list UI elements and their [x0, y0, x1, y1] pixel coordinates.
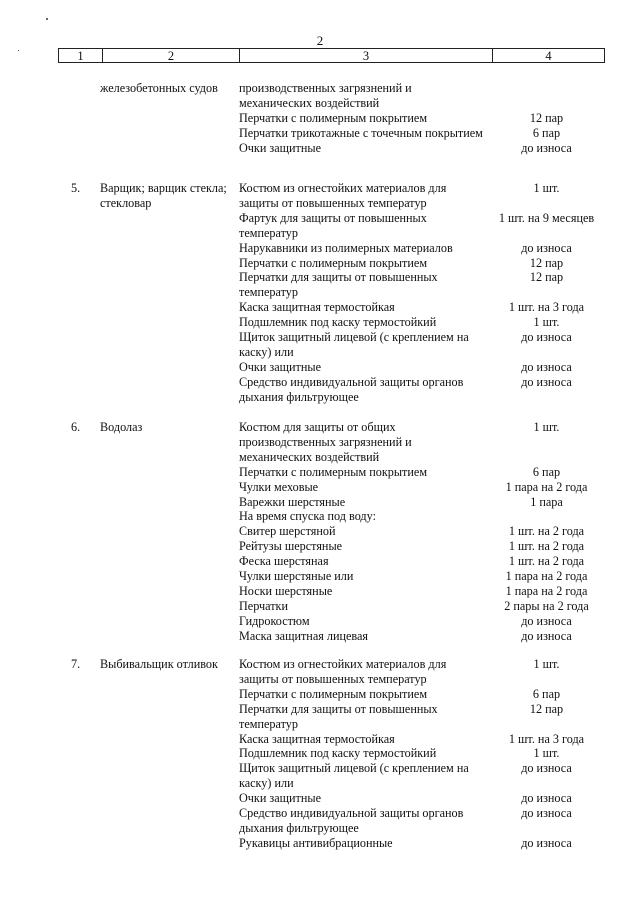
ppe-item-row — [239, 791, 609, 806]
ppe-item-name: Гидрокостюм — [239, 613, 310, 628]
ppe-item-row — [239, 539, 609, 554]
ppe-item-quantity: до износа — [521, 791, 572, 806]
ppe-item-quantity: до износа — [521, 374, 572, 389]
ppe-item-quantity: 1 пара на 2 года — [505, 569, 588, 584]
ppe-item-name: Чулки меховые — [239, 479, 319, 494]
ppe-item-row — [239, 256, 609, 271]
ppe-item-row — [239, 584, 609, 599]
ppe-item-quantity: 12 пар — [529, 255, 564, 270]
ppe-item-row — [239, 569, 609, 584]
column-header-row — [58, 48, 605, 63]
ppe-item-row — [239, 465, 609, 480]
ppe-item-quantity: 1 пара на 2 года — [505, 583, 588, 598]
ppe-item-row — [239, 375, 609, 405]
ppe-item-name: Перчатки — [239, 598, 288, 613]
ppe-item-row — [239, 141, 609, 156]
ppe-item-list — [239, 181, 609, 405]
ppe-item-name: Каска защитная термостойкая — [239, 731, 395, 746]
ppe-item-name: Костюм из огнестойких материалов для защиты от повышенных температур — [239, 657, 447, 686]
ppe-item-name: Подшлемник под каску термостойкий — [239, 746, 437, 761]
ppe-item-quantity: 1 шт. — [533, 181, 560, 195]
ppe-item-name: Очки защитные — [239, 359, 321, 374]
ppe-item-quantity: до износа — [521, 835, 572, 850]
ppe-item-row — [239, 509, 609, 524]
ppe-item-name: Очки защитные — [239, 140, 321, 155]
ppe-item-row — [239, 330, 609, 360]
ppe-item-name: Свитер шерстяной — [239, 524, 336, 539]
ppe-item-list — [239, 81, 609, 156]
ppe-item-row — [239, 126, 609, 141]
ppe-item-quantity — [484, 509, 609, 524]
ppe-item-row — [239, 211, 609, 241]
ppe-item-quantity: до износа — [521, 806, 572, 821]
ppe-item-row — [239, 300, 609, 315]
ppe-item-name: Маска защитная лицевая — [239, 628, 369, 643]
ppe-item-row — [239, 761, 609, 791]
ppe-item-quantity: 1 шт. на 2 года — [508, 554, 585, 569]
ppe-item-name: Носки шерстяные — [239, 583, 333, 598]
ppe-item-row — [239, 629, 609, 644]
ppe-item-row — [239, 270, 609, 300]
ppe-item-name: На время спуска под воду: — [239, 509, 376, 524]
ppe-item-quantity: 2 пары на 2 года — [504, 598, 589, 613]
ppe-item-quantity: до износа — [521, 240, 572, 255]
ppe-item-name: Перчатки с полимерным покрытием — [239, 686, 428, 701]
occupation-name: Выбивальщик отливок — [100, 657, 218, 671]
ppe-item-row — [239, 657, 609, 687]
occupation-name: Водолаз — [100, 420, 143, 434]
ppe-item-quantity: 12 пар — [529, 701, 564, 716]
scan-speck — [46, 18, 48, 20]
ppe-item-row — [239, 524, 609, 539]
ppe-item-row — [239, 315, 609, 330]
ppe-item-quantity: до износа — [521, 761, 572, 776]
ppe-item-name: Рейтузы шерстяные — [239, 539, 343, 554]
column-header-1: 1 — [59, 49, 103, 62]
ppe-item-name: Рукавицы антивибрационные — [239, 835, 393, 850]
row-number: 5. — [71, 181, 81, 195]
ppe-item-quantity: 6 пар — [532, 125, 561, 140]
ppe-item-name: Перчатки для защиты от повышенных температур — [239, 270, 438, 300]
ppe-item-name: Перчатки для защиты от повышенных температур — [239, 701, 438, 731]
ppe-item-quantity: 1 шт. — [533, 746, 560, 761]
ppe-item-row — [239, 360, 609, 375]
ppe-item-name: Подшлемник под каску термостойкий — [239, 315, 437, 330]
ppe-item-quantity: до износа — [521, 613, 572, 628]
ppe-item-quantity: 1 шт. на 9 месяцев — [498, 210, 595, 225]
ppe-item-quantity: 1 шт. — [533, 420, 560, 434]
ppe-item-name: Перчатки трикотажные с точечным покрытием — [239, 125, 483, 140]
scan-speck — [18, 50, 19, 51]
ppe-item-name: Костюм для защиты от общих производственных загрязнений и механических воздействий — [239, 420, 412, 464]
ppe-item-row — [239, 614, 609, 629]
ppe-item-row — [239, 746, 609, 761]
ppe-item-name: Варежки шерстяные — [239, 494, 346, 509]
ppe-item-row — [239, 836, 609, 851]
ppe-item-name: Чулки шерстяные или — [239, 569, 354, 584]
ppe-item-row — [239, 241, 609, 256]
ppe-item-quantity: до износа — [521, 140, 572, 155]
ppe-item-name: производственных загрязнений и механических воздействий — [239, 81, 412, 110]
ppe-item-name: Щиток защитный лицевой (с креплением на каску) или — [239, 330, 469, 359]
ppe-item-name: Костюм из огнестойких материалов для защиты от повышенных температур — [239, 181, 447, 210]
ppe-item-row — [239, 420, 609, 465]
ppe-item-list — [239, 420, 609, 644]
ppe-item-row — [239, 495, 609, 510]
ppe-item-row — [239, 702, 609, 732]
ppe-item-quantity: 6 пар — [532, 686, 561, 701]
ppe-item-row — [239, 554, 609, 569]
ppe-item-list — [239, 657, 609, 851]
ppe-item-name: Перчатки с полимерным покрытием — [239, 110, 428, 125]
ppe-item-name: Средство индивидуальной защиты органов дыхания фильтрующее — [239, 806, 464, 835]
ppe-item-name: Очки защитные — [239, 791, 321, 806]
ppe-item-name: Каска защитная термостойкая — [239, 300, 395, 315]
column-header-2: 2 — [103, 49, 240, 62]
row-number: 7. — [71, 657, 81, 671]
ppe-item-quantity: 1 пара на 2 года — [505, 479, 588, 494]
column-header-3: 3 — [240, 49, 493, 62]
ppe-item-quantity: до износа — [521, 359, 572, 374]
ppe-item-name: Средство индивидуальной защиты органов дыхания фильтрующее — [239, 374, 464, 404]
ppe-item-row — [239, 181, 609, 211]
ppe-item-quantity: 1 шт. на 2 года — [508, 539, 585, 554]
ppe-item-quantity: 1 шт. — [533, 657, 560, 671]
ppe-item-row — [239, 599, 609, 614]
ppe-item-quantity: 1 шт. на 3 года — [508, 731, 585, 746]
ppe-item-row — [239, 806, 609, 836]
ppe-item-name: Нарукавники из полимерных материалов — [239, 240, 453, 255]
ppe-item-quantity: 6 пар — [532, 464, 561, 479]
page-number: 2 — [316, 33, 324, 48]
ppe-item-quantity — [484, 81, 609, 111]
ppe-item-quantity: 1 пара — [530, 494, 563, 509]
occupation-name: железобетонных судов — [100, 81, 218, 95]
ppe-item-row — [239, 480, 609, 495]
column-header-4: 4 — [545, 49, 552, 63]
ppe-item-quantity: до износа — [521, 330, 572, 345]
ppe-item-name: Перчатки с полимерным покрытием — [239, 255, 428, 270]
ppe-item-name: Фартук для защиты от повышенных температур — [239, 210, 427, 240]
ppe-item-row — [239, 687, 609, 702]
occupation-name: Варщик; варщик стекла; стекловар — [100, 181, 227, 210]
ppe-item-row — [239, 732, 609, 747]
row-number: 6. — [71, 420, 81, 434]
ppe-item-row — [239, 81, 609, 111]
ppe-item-quantity: 1 шт. на 3 года — [508, 300, 585, 315]
ppe-item-quantity: до износа — [521, 628, 572, 643]
ppe-item-quantity: 12 пар — [529, 110, 564, 125]
ppe-item-name: Феска шерстяная — [239, 554, 329, 569]
ppe-item-quantity: 1 шт. на 2 года — [508, 524, 585, 539]
ppe-item-quantity: 1 шт. — [533, 315, 560, 330]
ppe-item-name: Перчатки с полимерным покрытием — [239, 464, 428, 479]
ppe-item-row — [239, 111, 609, 126]
ppe-item-name: Щиток защитный лицевой (с креплением на каску) или — [239, 761, 469, 791]
ppe-item-quantity: 12 пар — [529, 270, 564, 285]
